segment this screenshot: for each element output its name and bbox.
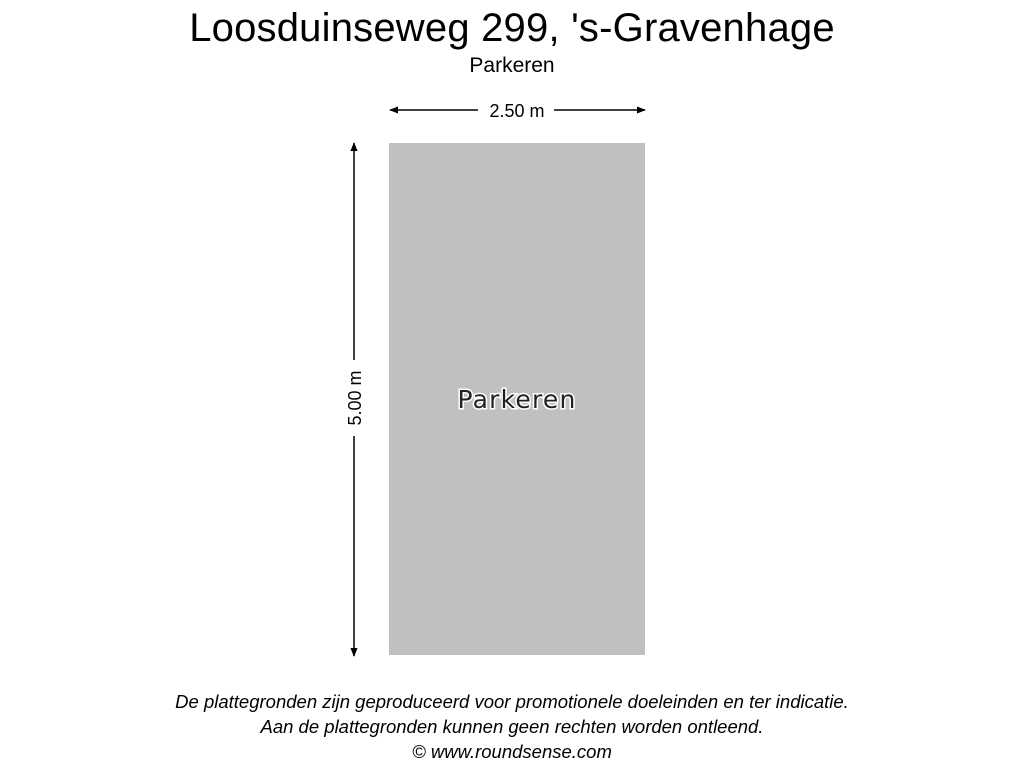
plan-subtitle: Parkeren [469, 54, 555, 77]
width-dimension-label: 2.50 m [489, 101, 545, 121]
plan-title: Loosduinseweg 299, 's-Gravenhage [189, 6, 835, 50]
room-label: Parkeren [457, 385, 577, 414]
disclaimer-line-1: De plattegronden zijn geproduceerd voor promotionele doeleinden en ter indicatie. [175, 691, 849, 712]
copyright-notice: © www.roundsense.com [412, 741, 612, 762]
disclaimer [0, 689, 1024, 764]
height-dimension-label: 5.00 m [345, 370, 365, 426]
height-dimension [345, 143, 365, 656]
width-dimension [390, 101, 645, 121]
disclaimer-line-2: Aan de plattegronden kunnen geen rechten worden ontleend. [260, 716, 764, 737]
